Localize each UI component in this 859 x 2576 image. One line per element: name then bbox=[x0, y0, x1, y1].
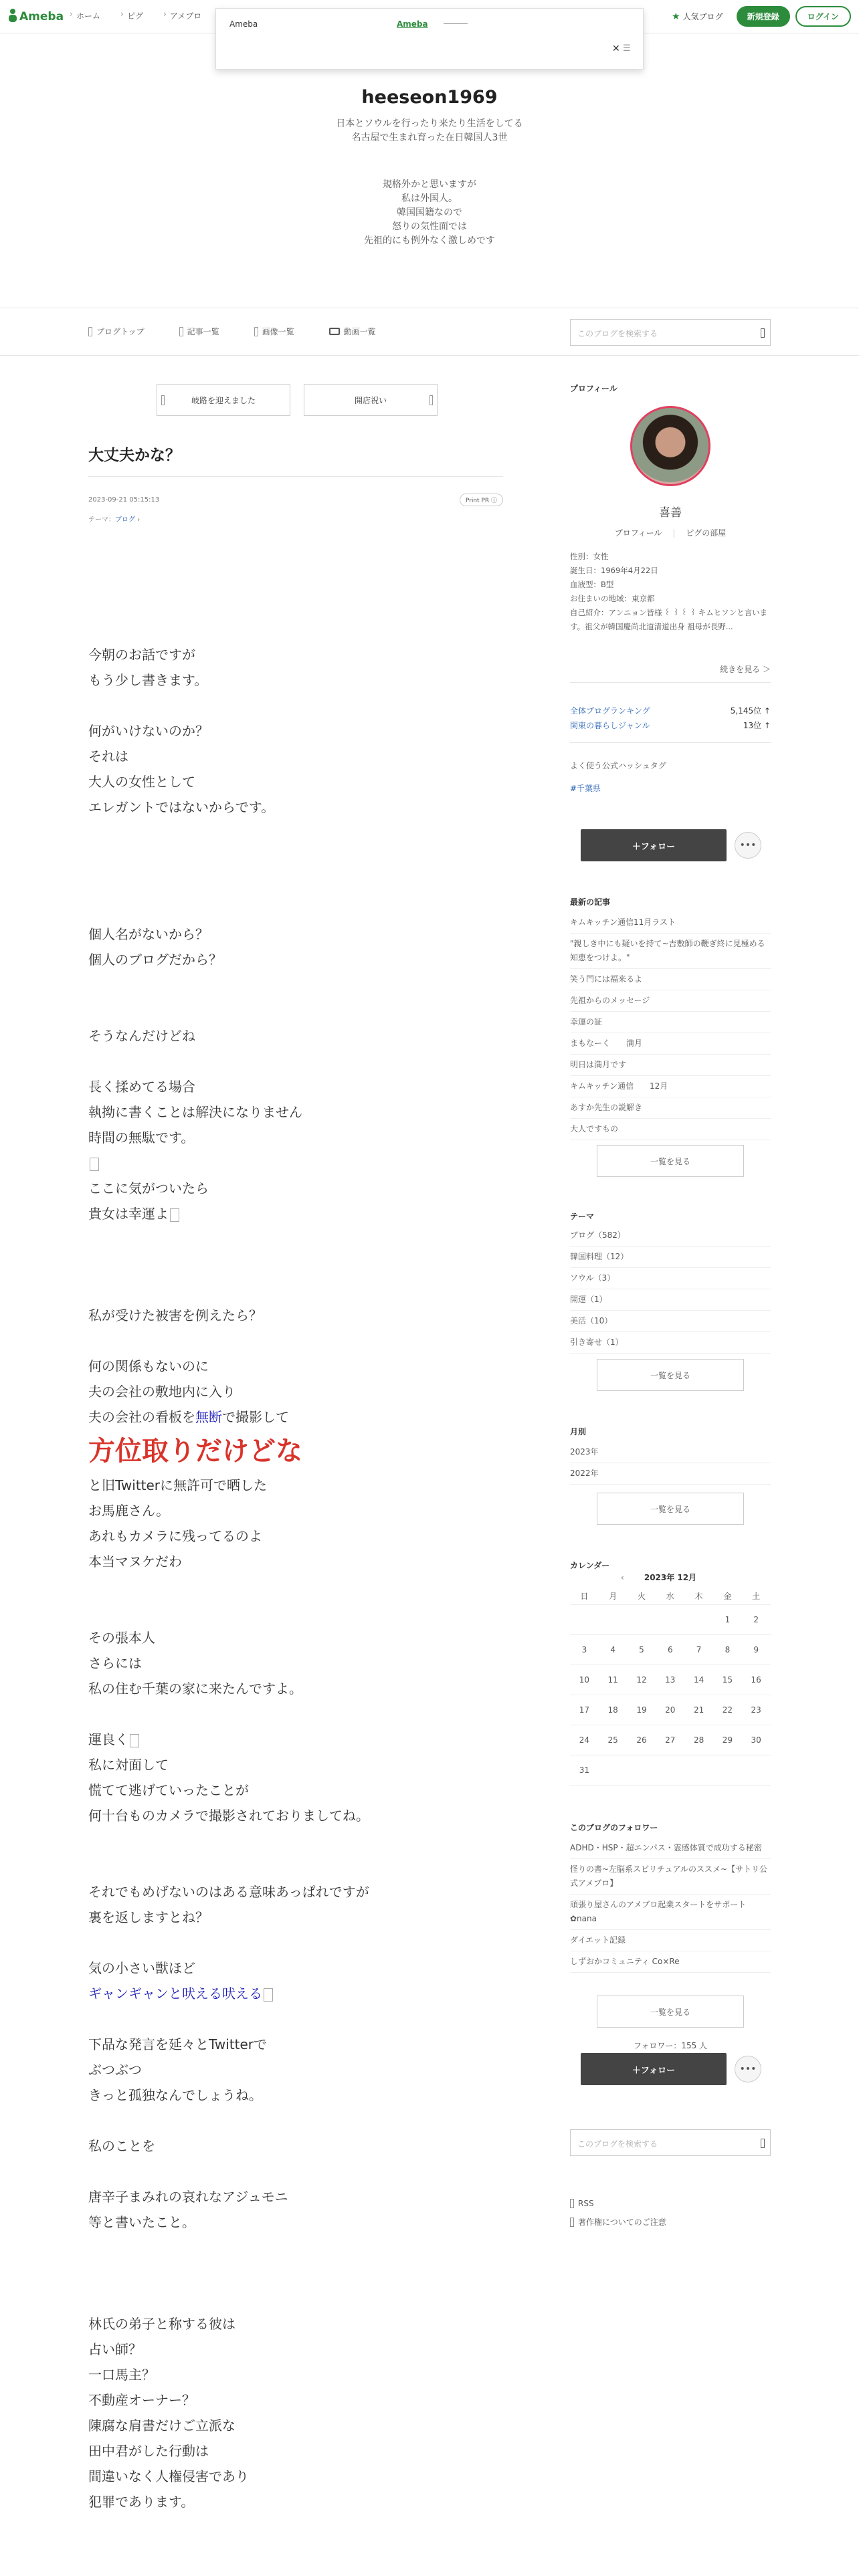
calendar-day[interactable]: 1 bbox=[725, 1615, 731, 1624]
ranking-genre-value: 13位 ↑ bbox=[743, 721, 771, 730]
weekday: 火 bbox=[637, 1592, 646, 1601]
body-line: 何がいけないのか？ bbox=[88, 723, 209, 739]
body-line: 個人のブログだから？ bbox=[88, 952, 222, 968]
theme-item[interactable]: 美活（10） bbox=[570, 1311, 771, 1332]
body-line: 裏を返しますとね？ bbox=[88, 1909, 209, 1925]
calendar-header bbox=[570, 1572, 771, 1583]
followers-list bbox=[570, 1838, 771, 1973]
emoji-image bbox=[130, 1734, 139, 1747]
calendar-day[interactable]: 17 bbox=[579, 1705, 590, 1715]
rss-link[interactable] bbox=[570, 2199, 594, 2208]
body-line: 慌てて逃げていったことが bbox=[88, 1782, 249, 1798]
body-line: さらには bbox=[88, 1655, 142, 1671]
emoji-image bbox=[170, 1208, 179, 1222]
body-line: 大人の女性として bbox=[88, 774, 195, 790]
blog-header bbox=[0, 33, 859, 308]
profile-more-link[interactable]: 続きを見る ＞ bbox=[720, 665, 771, 674]
follower-blog-link[interactable]: しずおかコミュニティ Co×Re bbox=[570, 1951, 771, 1973]
calendar-week bbox=[570, 1725, 771, 1755]
followers-more-button[interactable]: 一覧を見る bbox=[597, 1996, 744, 2028]
follower-blog-link[interactable]: 怪りの書~左脳系スピリチュアルのススメ~【サトリ公式アメブロ】 bbox=[570, 1859, 771, 1895]
next-entry-label: 開店祝い bbox=[354, 395, 387, 405]
monthly-list bbox=[570, 1442, 771, 1485]
body-line: 田中君がした行動は bbox=[88, 2443, 209, 2459]
blog-nav-items bbox=[88, 326, 411, 337]
calendar-weekdays bbox=[570, 1588, 771, 1605]
calendar-heading: カレンダー bbox=[570, 1561, 610, 1570]
divider bbox=[570, 682, 771, 683]
prev-entry-label: 岐路を迎えました bbox=[191, 395, 256, 405]
theme-label: テーマ： bbox=[88, 516, 115, 524]
calendar-day[interactable]: 8 bbox=[725, 1645, 731, 1654]
desc-line: 私は外国人。 bbox=[401, 193, 458, 204]
follow-button[interactable]: ＋フォロー bbox=[581, 2053, 727, 2085]
sidebar-search-input[interactable] bbox=[570, 2129, 771, 2156]
nav-pigg[interactable]: › ピグ bbox=[120, 10, 143, 21]
popup-divider bbox=[444, 23, 468, 24]
body-line: 私の住む千葉の家に来たんですよ。 bbox=[88, 1681, 302, 1697]
copyright-label: 著作権についてのご注意 bbox=[578, 2218, 666, 2227]
weekday: 土 bbox=[752, 1592, 761, 1601]
emoji-image bbox=[90, 1158, 99, 1171]
body-line: 時間の無駄です。 bbox=[88, 1130, 195, 1146]
popup-title: Ameba bbox=[229, 19, 258, 29]
theme-item[interactable]: ソウル（3） bbox=[570, 1268, 771, 1289]
desc-line: 先祖的にも例外なく激しめです bbox=[364, 235, 495, 246]
popular-blog-link[interactable] bbox=[672, 11, 723, 22]
ranking-genre-link[interactable]: 関東の暮らしジャンル bbox=[570, 721, 650, 730]
nav-label: 動画一覧 bbox=[343, 327, 376, 336]
followers-heading: このブログのフォロワー bbox=[570, 1823, 658, 1832]
nav-video-list[interactable] bbox=[329, 326, 376, 337]
ameba-logo-icon bbox=[8, 9, 17, 25]
recent-entry-link[interactable]: キムキッチン通信11月ラスト bbox=[570, 912, 771, 934]
follower-count: フォロワー：155 人 bbox=[633, 2041, 708, 2050]
body-line: 何の関係もないのに bbox=[88, 1358, 209, 1374]
theme-heading: テーマ bbox=[570, 1212, 595, 1221]
recent-more-button[interactable]: 一覧を見る bbox=[597, 1145, 744, 1177]
search-placeholder: このブログを検索する bbox=[577, 329, 658, 338]
nav-label: ブログトップ bbox=[96, 327, 145, 336]
calendar-day[interactable]: 15 bbox=[722, 1675, 733, 1685]
theme-more-button[interactable]: 一覧を見る bbox=[597, 1359, 744, 1391]
body-line: 一口馬主？ bbox=[88, 2367, 155, 2383]
ameba-logo-text: Ameba bbox=[19, 10, 64, 23]
rss-label: RSS bbox=[578, 2199, 594, 2208]
body-line: 私のことを bbox=[88, 2138, 155, 2154]
calendar-month: 2023年 12月 bbox=[644, 1573, 697, 1582]
rss-icon bbox=[570, 2199, 574, 2208]
list-icon bbox=[179, 327, 183, 336]
profile-name[interactable]: 喜善 bbox=[659, 506, 682, 520]
profile-info-line: 性別：女性 bbox=[570, 552, 609, 561]
calendar-day[interactable]: 25 bbox=[607, 1735, 618, 1745]
entry-date: 2023-09-21 05:15:13 bbox=[88, 496, 160, 504]
recent-entries-list bbox=[570, 912, 771, 1140]
divider bbox=[570, 742, 771, 743]
recent-entry-link[interactable]: 明日は満月です bbox=[570, 1055, 771, 1076]
calendar-day[interactable]: 4 bbox=[610, 1645, 616, 1654]
blog-title[interactable]: heeseon1969 bbox=[361, 87, 498, 108]
emoji-image bbox=[264, 1988, 273, 2002]
crown-icon: ★ bbox=[672, 11, 680, 22]
weekday: 日 bbox=[580, 1592, 589, 1601]
calendar-day[interactable]: 31 bbox=[579, 1765, 590, 1775]
body-line: 本当マヌケだわ bbox=[88, 1553, 182, 1570]
nav-label: 画像一覧 bbox=[262, 327, 294, 336]
body-line: 犯罪であります。 bbox=[88, 2494, 195, 2510]
body-line: きっと孤独なんでしょうね。 bbox=[88, 2087, 262, 2103]
copyright-link[interactable] bbox=[570, 2216, 666, 2228]
body-text: 会社の看板を bbox=[115, 1409, 195, 1425]
document-icon bbox=[570, 2218, 574, 2227]
calendar-day[interactable]: 22 bbox=[722, 1705, 733, 1715]
search-icon[interactable] bbox=[761, 328, 765, 338]
login-button[interactable]: ログイン bbox=[795, 6, 851, 27]
body-line: それでもめげないのはある意味あっぱれですが bbox=[88, 1884, 369, 1900]
calendar-day[interactable]: 11 bbox=[607, 1675, 618, 1685]
calendar-week bbox=[570, 1695, 771, 1725]
entry-pager bbox=[157, 384, 451, 416]
video-icon bbox=[329, 328, 340, 335]
image-icon bbox=[254, 327, 258, 336]
calendar-day[interactable]: 5 bbox=[639, 1645, 644, 1654]
body-line: 陳腐な肩書だけご立派な bbox=[88, 2418, 235, 2434]
month-more-button[interactable]: 一覧を見る bbox=[597, 1493, 744, 1525]
body-line: 貴女は幸運よ bbox=[88, 1206, 169, 1222]
body-line: そうなんだけどね bbox=[88, 1028, 195, 1044]
calendar-day[interactable]: 3 bbox=[581, 1645, 587, 1654]
body-line: 夫の会社の敷地内に入り bbox=[88, 1384, 235, 1400]
calendar-week bbox=[570, 1755, 771, 1786]
recent-entry-link[interactable]: あすか先生の説解き bbox=[570, 1097, 771, 1119]
hashtag-link[interactable]: #千葉県 bbox=[570, 784, 601, 793]
calendar-day[interactable]: 19 bbox=[636, 1705, 647, 1715]
prev-entry-button[interactable] bbox=[157, 384, 290, 416]
emphasis-text: ギャンギャンと吠える吠える bbox=[88, 1985, 262, 2002]
calendar-day[interactable]: 21 bbox=[693, 1705, 704, 1715]
recent-entry-link[interactable]: 幸運の証 bbox=[570, 1012, 771, 1033]
desc-line: 怒りの気性面では bbox=[392, 221, 467, 232]
popular-blog-label: 人気ブログ bbox=[682, 12, 723, 21]
body-line: 不動産オーナー？ bbox=[88, 2392, 195, 2408]
body-text: で撮影して bbox=[222, 1409, 289, 1425]
month-item[interactable]: 2023年 bbox=[570, 1442, 771, 1463]
blog-description bbox=[0, 117, 859, 145]
calendar-day[interactable]: 13 bbox=[665, 1675, 676, 1685]
menu-icon[interactable]: ☰ bbox=[623, 43, 631, 53]
emphasis-text: 無断 bbox=[195, 1409, 222, 1425]
close-icon[interactable]: ✕ bbox=[612, 43, 620, 54]
body-line: それは bbox=[88, 748, 128, 764]
weekday: 水 bbox=[666, 1592, 674, 1601]
follower-blog-link[interactable]: ダイエット記録 bbox=[570, 1930, 771, 1951]
nav-image-list[interactable] bbox=[254, 326, 294, 337]
desc-line: 名古屋で生まれ育った在日韓国人3世 bbox=[351, 132, 508, 143]
body-line: 林氏の弟子と称する彼は bbox=[88, 2316, 235, 2332]
chevron-left-icon bbox=[161, 395, 165, 405]
theme-item[interactable]: 韓国料理（12） bbox=[570, 1247, 771, 1268]
body-line: 等と書いたこと。 bbox=[88, 2214, 195, 2230]
recent-entry-link[interactable]: まもなーく 満月 bbox=[570, 1033, 771, 1055]
profile-links: プロフィール | ピグの部屋 bbox=[614, 528, 727, 538]
search-placeholder: このブログを検索する bbox=[577, 2139, 658, 2149]
body-line: 気の小さい獣ほど bbox=[88, 1960, 195, 1976]
body-line: 長く揉めてる場合 bbox=[88, 1079, 195, 1095]
body-line: その張本人 bbox=[88, 1630, 155, 1646]
more-options-icon[interactable]: ••• bbox=[735, 2056, 761, 2082]
big-red-text: 方位取りだけどな bbox=[88, 1436, 302, 1467]
body-line: 下品な発言を延々とTwitterで bbox=[88, 2036, 268, 2052]
nav-home[interactable]: › ホーム bbox=[70, 10, 100, 21]
weekday: 金 bbox=[723, 1592, 732, 1601]
calendar-day[interactable]: 23 bbox=[751, 1705, 761, 1715]
calendar-day[interactable]: 7 bbox=[696, 1645, 702, 1654]
calendar-day[interactable]: 10 bbox=[579, 1675, 590, 1685]
pig-room-link[interactable]: ピグの部屋 bbox=[686, 528, 727, 538]
calendar-day[interactable]: 2 bbox=[753, 1615, 759, 1624]
body-line: 運良く bbox=[88, 1731, 128, 1747]
divider bbox=[88, 476, 503, 477]
signup-button[interactable]: 新規登録 bbox=[737, 6, 790, 27]
print-pr-badge[interactable]: Print PR ⓘ bbox=[460, 494, 503, 506]
body-text: 夫の bbox=[88, 1409, 115, 1425]
recent-entries-heading: 最新の記事 bbox=[570, 897, 611, 907]
nav-entry-list[interactable] bbox=[179, 326, 219, 337]
calendar-day[interactable]: 29 bbox=[722, 1735, 733, 1745]
profile-info-line: お住まいの地域：東京都 bbox=[570, 594, 655, 603]
theme-item[interactable]: 引き寄せ（1） bbox=[570, 1332, 771, 1354]
body-line: 何十台ものカメラで撮影されておりましてね。 bbox=[88, 1808, 369, 1824]
popup-ameba-link[interactable]: Ameba bbox=[397, 19, 428, 29]
body-line: もう少し書きます。 bbox=[88, 672, 208, 688]
profile-heading: プロフィール bbox=[570, 384, 617, 393]
profile-info bbox=[570, 550, 771, 634]
body-line: 今朝のお話ですが bbox=[88, 647, 195, 663]
body-line: エレガントではないからです。 bbox=[88, 799, 275, 815]
profile-info-line: 血液型：B型 bbox=[570, 580, 614, 589]
theme-list bbox=[570, 1225, 771, 1354]
global-nav bbox=[70, 10, 221, 21]
entry-body bbox=[88, 642, 503, 2514]
body-line: ここに気がついたら bbox=[88, 1180, 209, 1196]
calendar-week bbox=[570, 1635, 771, 1665]
profile-info-line: 自己紹介：アンニョン皆様 ꒰ ꒱ ꒰ ꒱ キムヒソンと言います。祖父が韓国慶尚北道清道出身 祖母が長野... bbox=[570, 608, 768, 631]
desc-line: 韓国国籍なので bbox=[397, 207, 462, 218]
next-entry-button[interactable] bbox=[304, 384, 438, 416]
desc-line: 日本とソウルを行ったり来たり生活をしてる bbox=[336, 118, 523, 129]
weekday: 月 bbox=[609, 1592, 617, 1601]
calendar-day[interactable]: 26 bbox=[636, 1735, 647, 1745]
nav-blog-top[interactable] bbox=[88, 326, 145, 337]
recent-entry-link[interactable]: 笑う門には福来るよ bbox=[570, 969, 771, 990]
calendar-day[interactable]: 28 bbox=[693, 1735, 704, 1745]
nav-ameblo[interactable]: › アメブロ bbox=[163, 10, 201, 21]
blog-search-input[interactable] bbox=[570, 319, 771, 346]
body-line: お馬鹿さん。 bbox=[88, 1503, 170, 1519]
blog-description-2 bbox=[0, 178, 859, 248]
recent-entry-link[interactable]: キムキッチン通信 12月 bbox=[570, 1076, 771, 1097]
nav-label: 記事一覧 bbox=[187, 327, 219, 336]
calendar-weeks bbox=[570, 1605, 771, 1786]
calendar-day[interactable]: 9 bbox=[753, 1645, 759, 1654]
body-line: と旧Twitterに無許可で晒した bbox=[88, 1477, 268, 1493]
body-line: 私が受けた被害を例えたら？ bbox=[88, 1307, 262, 1323]
theme-item[interactable]: 開運（1） bbox=[570, 1289, 771, 1311]
body-line: 占い師？ bbox=[88, 2341, 142, 2357]
body-line: 間違いなく人権侵害であり bbox=[88, 2468, 249, 2484]
chevron-left-icon[interactable]: ‹ bbox=[620, 1572, 624, 1582]
calendar-day[interactable]: 14 bbox=[693, 1675, 704, 1685]
profile-link[interactable]: プロフィール bbox=[614, 528, 662, 538]
profile-info-line: 誕生日：1969年4月22日 bbox=[570, 566, 658, 575]
more-options-icon[interactable]: ••• bbox=[735, 832, 761, 859]
month-item[interactable]: 2022年 bbox=[570, 1463, 771, 1485]
body-line: 個人名がないから？ bbox=[88, 926, 209, 942]
follower-blog-link[interactable]: ADHD・HSP・超エンパス・霊感体質で成功する秘密 bbox=[570, 1838, 771, 1859]
recent-entry-link[interactable]: 先祖からのメッセージ bbox=[570, 990, 771, 1012]
monthly-heading: 月別 bbox=[570, 1427, 587, 1436]
ameba-logo[interactable] bbox=[8, 8, 64, 25]
calendar-day[interactable]: 30 bbox=[751, 1735, 761, 1745]
ranking-overall-link[interactable]: 全体ブログランキング bbox=[570, 706, 650, 716]
avatar[interactable] bbox=[630, 406, 710, 486]
desc-line: 規格外かと思いますが bbox=[383, 179, 476, 190]
home-icon bbox=[88, 327, 92, 336]
entry-theme: テーマ：ブログ › bbox=[88, 516, 140, 524]
recent-entry-link[interactable]: "親しき中にも疑いを持て~吉敷師の鞭ぎ終に見極める知恵をつけよ。" bbox=[570, 934, 771, 969]
follow-button[interactable]: ＋フォロー bbox=[581, 829, 727, 861]
hashtag-heading: よく使う公式ハッシュタグ bbox=[570, 761, 666, 770]
calendar-week bbox=[570, 1665, 771, 1695]
body-line: 執拗に書くことは解決になりません bbox=[88, 1104, 302, 1120]
blog-nav bbox=[0, 308, 859, 356]
theme-link[interactable]: ブログ bbox=[115, 516, 135, 524]
calendar-day[interactable]: 16 bbox=[751, 1675, 761, 1685]
recent-entry-link[interactable]: 大人ですもの bbox=[570, 1119, 771, 1140]
calendar-day[interactable]: 18 bbox=[607, 1705, 618, 1715]
follower-blog-link[interactable]: 頑張り屋さんのアメブロ起業スタートをサポート✿nana bbox=[570, 1895, 771, 1930]
calendar-day[interactable]: 27 bbox=[665, 1735, 676, 1745]
calendar-day[interactable]: 20 bbox=[665, 1705, 676, 1715]
body-line: ぶつぶつ bbox=[88, 2062, 142, 2078]
ranking bbox=[570, 704, 771, 733]
ranking-overall-value: 5,145位 ↑ bbox=[730, 706, 771, 716]
chevron-right-icon bbox=[430, 395, 433, 405]
search-icon[interactable] bbox=[761, 2139, 765, 2148]
calendar-week bbox=[570, 1605, 771, 1635]
print-pr-label: Print PR bbox=[465, 498, 490, 504]
entry-title[interactable]: 大丈夫かな？ bbox=[88, 447, 181, 464]
body-line: あれもカメラに残ってるのよ bbox=[88, 1528, 262, 1544]
theme-item[interactable]: ブログ（582） bbox=[570, 1225, 771, 1247]
calendar-day[interactable]: 6 bbox=[667, 1645, 673, 1654]
weekday: 木 bbox=[694, 1592, 703, 1601]
calendar-grid bbox=[570, 1588, 771, 1786]
calendar-day[interactable]: 24 bbox=[579, 1735, 590, 1745]
body-line: 唐辛子まみれの哀れなアジュモニ bbox=[88, 2189, 288, 2205]
calendar-day[interactable]: 12 bbox=[636, 1675, 647, 1685]
header-actions bbox=[672, 6, 851, 27]
body-line: 私に対面して bbox=[88, 1757, 169, 1773]
